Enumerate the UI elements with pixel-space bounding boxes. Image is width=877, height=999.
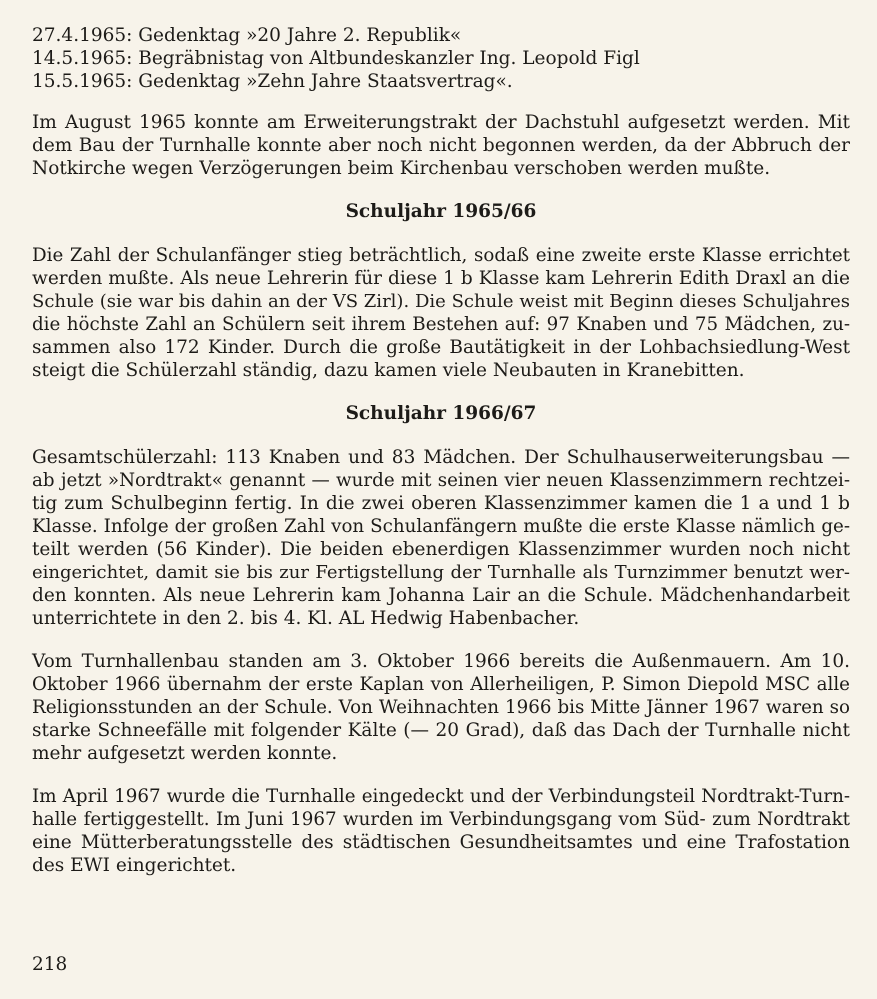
paragraph-school-year-1965-66	[32, 244, 850, 382]
page-content	[32, 24, 850, 897]
text-line: werden mußte. Als neue Lehrerin für diese 1 b Klasse kam Lehrerin Edith Draxl an die	[32, 268, 850, 289]
text-line: Im April 1967 wurde die Turnhalle eingedeckt und der Verbindungsteil Nordtrakt-Turn-	[32, 786, 850, 807]
date-entry: 27.4.1965: Gedenktag »20 Jahre 2. Republik«	[32, 25, 462, 46]
text-line: Die Zahl der Schulanfänger stieg beträchtlich, sodaß eine zweite erste Klasse errichtet	[32, 245, 850, 266]
text-line: Vom Turnhallenbau standen am 3. Oktober 1966 bereits die Außenmauern. Am 10.	[32, 651, 850, 672]
page-number: 218	[32, 954, 68, 975]
text-line: steigt die Schülerzahl ständig, dazu kamen viele Neubauten in Kranebitten.	[32, 360, 745, 381]
text-line: den konnten. Als neue Lehrerin kam Johanna Lair an die Schule. Mädchenhandarbeit	[32, 585, 850, 606]
paragraph-roof-construction	[32, 111, 850, 180]
date-entry: 15.5.1965: Gedenktag »Zehn Jahre Staatsvertrag«.	[32, 71, 513, 92]
text-line: unterrichtete in den 2. bis 4. Kl. AL Hedwig Habenbacher.	[32, 608, 580, 629]
text-line: Schule (sie war bis dahin an der VS Zirl). Die Schule weist mit Beginn dieses Schuljahres	[32, 291, 850, 312]
text-line: des EWI eingerichtet.	[32, 855, 237, 876]
text-line: starke Schneefälle mit folgender Kälte (— 20 Grad), daß das Dach der Turnhalle nicht	[32, 720, 850, 741]
text-line: sammen also 172 Kinder. Durch die große Bautätigkeit in der Lohbachsiedlung-West	[32, 337, 850, 358]
text-line: tig zum Schulbeginn fertig. In die zwei oberen Klassenzimmer kamen die 1 a und 1 b	[32, 493, 850, 514]
text-line: Klasse. Infolge der großen Zahl von Schulanfängern mußte die erste Klasse nämlich ge-	[32, 516, 850, 537]
text-line: Oktober 1966 übernahm der erste Kaplan von Allerheiligen, P. Simon Diepold MSC alle	[32, 674, 850, 695]
text-line: teilt werden (56 Kinder). Die beiden ebenerdigen Klassenzimmer wurden noch nicht	[32, 539, 850, 560]
text-line: dem Bau der Turnhalle konnte aber noch nicht begonnen werden, da der Abbruch der	[32, 135, 850, 156]
date-list	[32, 24, 850, 93]
text-line: halle fertiggestellt. Im Juni 1967 wurden im Verbindungsgang vom Süd- zum Nordtrakt	[32, 809, 850, 830]
text-line: die höchste Zahl an Schülern seit ihrem Bestehen auf: 97 Knaben und 75 Mädchen, zu-	[32, 314, 850, 335]
paragraph-gym-construction	[32, 650, 850, 765]
text-line: mehr aufgesetzt werden konnte.	[32, 743, 338, 764]
paragraph-gym-completion	[32, 785, 850, 877]
text-line: eingerichtet, damit sie bis zur Fertigstellung der Turnhalle als Turnzimmer benutzt wer-	[32, 562, 850, 583]
section-heading-1965-66: Schuljahr 1965/66	[345, 201, 537, 222]
text-line: Notkirche wegen Verzögerungen beim Kirchenbau verschoben werden mußte.	[32, 158, 771, 179]
text-line: Gesamtschülerzahl: 113 Knaben und 83 Mädchen. Der Schulhauserweiterungsbau —	[32, 447, 850, 468]
section-heading-1966-67: Schuljahr 1966/67	[345, 403, 537, 424]
text-line: Im August 1965 konnte am Erweiterungstrakt der Dachstuhl aufgesetzt werden. Mit	[32, 112, 850, 133]
text-line: ab jetzt »Nordtrakt« genannt — wurde mit seinen vier neuen Klassenzimmern rechtzei-	[32, 470, 850, 491]
text-line: eine Mütterberatungsstelle des städtischen Gesundheitsamtes und eine Trafostation	[32, 832, 850, 853]
text-line: Religionsstunden an der Schule. Von Weihnachten 1966 bis Mitte Jänner 1967 waren so	[32, 697, 850, 718]
paragraph-school-year-1966-67	[32, 446, 850, 630]
date-entry: 14.5.1965: Begräbnistag von Altbundeskanzler Ing. Leopold Figl	[32, 48, 640, 69]
